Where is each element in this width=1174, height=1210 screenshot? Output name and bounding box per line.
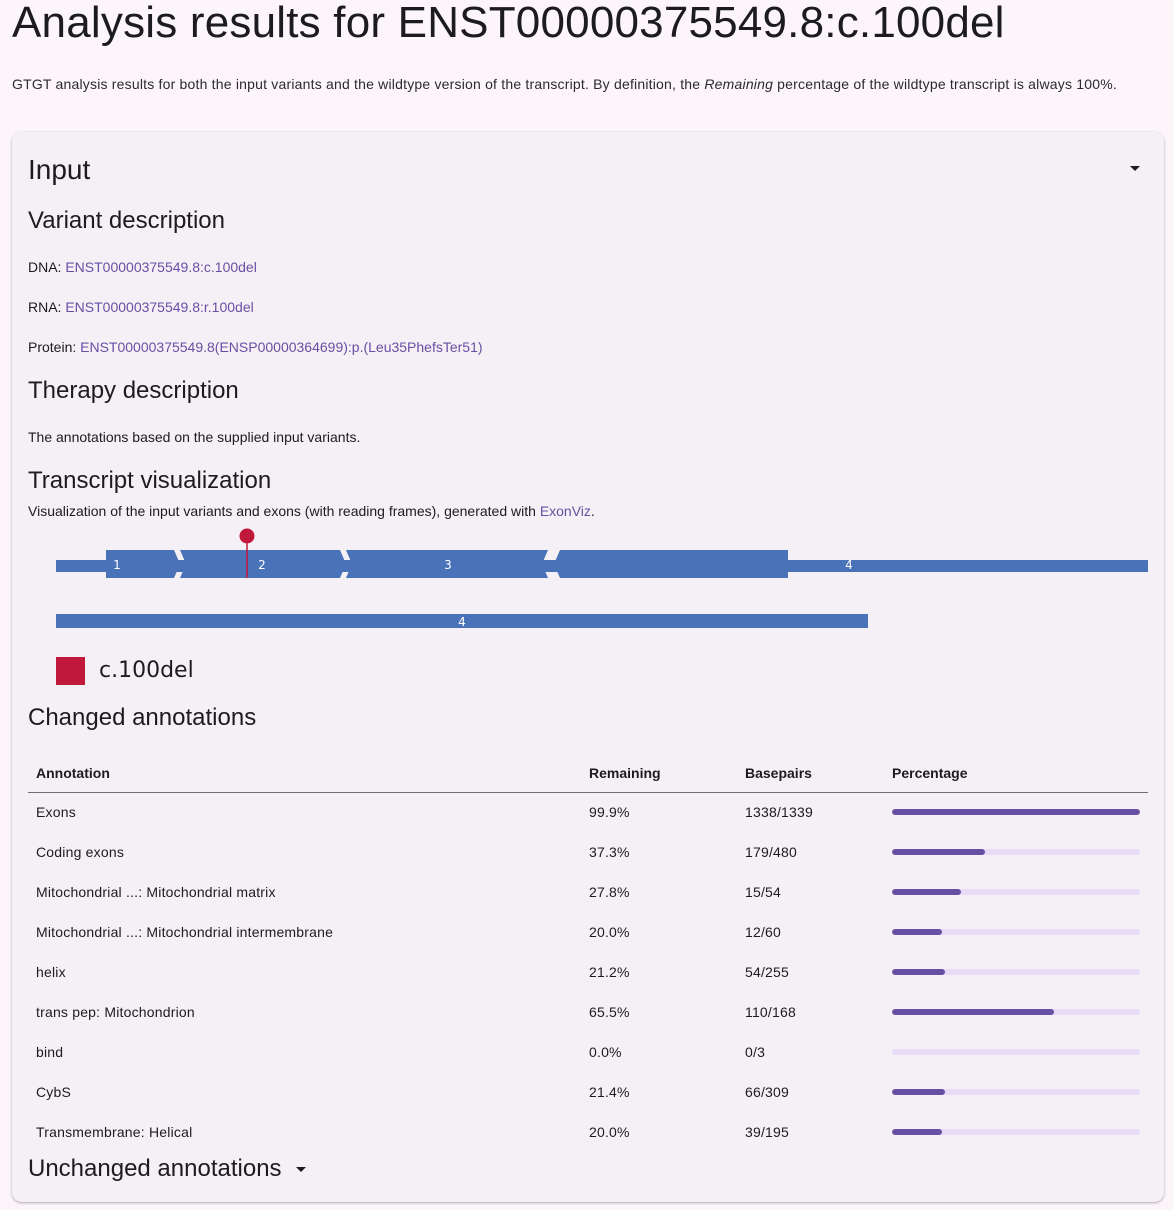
percentage-bar — [892, 809, 1140, 815]
variant-legend-label: c.100del — [99, 658, 194, 683]
dna-link[interactable]: ENST00000375549.8:c.100del — [65, 259, 257, 275]
viz-description: Visualization of the input variants and exons (with reading frames), generated with — [28, 503, 540, 519]
percentage-bar — [892, 929, 1140, 935]
percentage-bar-fill — [892, 969, 945, 975]
table-row — [28, 912, 1148, 952]
cell-percentage — [884, 792, 1148, 832]
cell-basepairs: 0/3 — [745, 1044, 766, 1060]
cell-annotation: CybS — [36, 1084, 72, 1100]
intro-emphasis: Remaining — [704, 76, 774, 92]
percentage-bar — [892, 1009, 1140, 1015]
cell-remaining: 27.8% — [589, 884, 630, 900]
cell-percentage — [884, 912, 1148, 952]
cell-annotation: trans pep: Mitochondrion — [36, 1004, 195, 1020]
page-title: Analysis results for ENST00000375549.8:c.100del — [12, 0, 1005, 47]
dna-label: DNA: — [28, 259, 66, 275]
exon-label: 2 — [258, 558, 266, 572]
cell-basepairs: 66/309 — [745, 1084, 790, 1100]
cell-percentage — [884, 992, 1148, 1032]
column-header-remaining: Remaining — [581, 754, 737, 792]
cell-percentage — [884, 832, 1148, 872]
protein-link[interactable]: ENST00000375549.8(ENSP00000364699):p.(Leu35PhefsTer51) — [80, 339, 483, 355]
variant-legend-swatch — [56, 657, 85, 685]
exon-4 — [554, 550, 788, 578]
cell-percentage — [884, 952, 1148, 992]
variant-heading: Variant description — [28, 207, 225, 234]
table-row — [28, 1112, 1148, 1152]
exonviz-link[interactable]: ExonViz — [539, 503, 591, 519]
percentage-bar — [892, 1129, 1140, 1135]
changed-heading: Changed annotations — [28, 704, 257, 731]
chevron-down-icon[interactable] — [296, 1167, 306, 1172]
cell-basepairs: 12/60 — [745, 924, 782, 940]
protein-line — [28, 337, 483, 357]
cell-remaining: 21.2% — [589, 964, 630, 980]
cell-annotation: bind — [36, 1044, 64, 1060]
cell-basepairs: 110/168 — [745, 1004, 796, 1020]
cell-annotation: helix — [36, 964, 66, 980]
intro-part: GTGT analysis results for both the input variants and the wildtype version of the transcript. By definition, the — [12, 76, 705, 92]
transcript-visualization — [28, 522, 1148, 642]
unchanged-heading: Unchanged annotations — [28, 1155, 282, 1182]
unchanged-annotations-toggle[interactable] — [28, 1154, 306, 1184]
cell-basepairs: 1338/1339 — [745, 804, 813, 821]
percentage-bar — [892, 849, 1140, 855]
protein-label: Protein: — [28, 339, 81, 355]
table-row — [28, 872, 1148, 912]
intro-text — [12, 72, 1162, 96]
cell-percentage — [884, 1112, 1148, 1152]
exon-label: 3 — [444, 558, 452, 572]
therapy-text: The annotations based on the supplied input variants. — [28, 429, 361, 445]
cell-basepairs: 15/54 — [745, 884, 782, 900]
cell-percentage — [884, 872, 1148, 912]
intro-part: percentage of the wildtype transcript is always 100%. — [773, 76, 1117, 92]
percentage-bar — [892, 1049, 1140, 1055]
therapy-heading: Therapy description — [28, 377, 239, 404]
cell-annotation: Mitochondrial ...: Mitochondrial intermembrane — [36, 924, 334, 940]
dna-line — [28, 257, 257, 277]
cell-percentage — [884, 1032, 1148, 1072]
exon-label: 4 — [845, 558, 853, 572]
exon-label: 1 — [113, 558, 121, 572]
cell-remaining: 37.3% — [589, 844, 630, 860]
table-row — [28, 832, 1148, 872]
cell-annotation: Coding exons — [36, 844, 125, 860]
cell-annotation: Mitochondrial ...: Mitochondrial matrix — [36, 884, 276, 900]
card-title: Input — [28, 154, 91, 185]
changed-annotations-table — [28, 754, 1148, 1152]
input-card-header[interactable] — [28, 152, 1148, 188]
cell-basepairs: 39/195 — [745, 1124, 790, 1140]
cell-remaining: 20.0% — [589, 1124, 630, 1140]
percentage-bar-fill — [892, 1089, 945, 1095]
column-header-annotation: Annotation — [28, 754, 581, 792]
cell-annotation: Exons — [36, 804, 76, 821]
viz-heading: Transcript visualization — [28, 467, 272, 494]
percentage-bar — [892, 1089, 1140, 1095]
cell-remaining: 99.9% — [589, 804, 630, 821]
chevron-down-icon[interactable] — [1130, 166, 1140, 171]
percentage-bar-fill — [892, 809, 1140, 815]
percentage-bar — [892, 969, 1140, 975]
table-row — [28, 952, 1148, 992]
percentage-bar — [892, 889, 1140, 895]
rna-link[interactable]: ENST00000375549.8:r.100del — [65, 299, 254, 315]
cell-remaining: 21.4% — [589, 1084, 630, 1100]
table-row — [28, 1032, 1148, 1072]
viz-description-end: . — [590, 503, 595, 519]
cell-remaining: 65.5% — [589, 1004, 630, 1020]
percentage-bar-fill — [892, 889, 961, 895]
column-header-basepairs: Basepairs — [737, 754, 884, 792]
input-card — [12, 132, 1164, 1202]
percentage-bar-fill — [892, 1129, 942, 1135]
exon-label: 4 — [458, 615, 466, 629]
cell-basepairs: 54/255 — [745, 964, 790, 980]
variant-marker — [240, 529, 255, 544]
rna-line — [28, 297, 254, 317]
rna-label: RNA: — [28, 299, 66, 315]
cell-annotation: Transmembrane: Helical — [36, 1124, 193, 1140]
page — [0, 0, 1174, 96]
cell-percentage — [884, 1072, 1148, 1112]
percentage-bar-fill — [892, 849, 985, 855]
percentage-bar-fill — [892, 1009, 1054, 1015]
cell-remaining: 0.0% — [589, 1044, 622, 1060]
viz-text — [28, 501, 595, 521]
table-header-row — [28, 754, 1148, 792]
table-row — [28, 792, 1148, 832]
table-row — [28, 1072, 1148, 1112]
table-row — [28, 992, 1148, 1032]
percentage-bar-fill — [892, 929, 942, 935]
column-header-percentage: Percentage — [884, 754, 1148, 792]
cell-remaining: 20.0% — [589, 924, 630, 940]
cell-basepairs: 179/480 — [745, 844, 798, 860]
